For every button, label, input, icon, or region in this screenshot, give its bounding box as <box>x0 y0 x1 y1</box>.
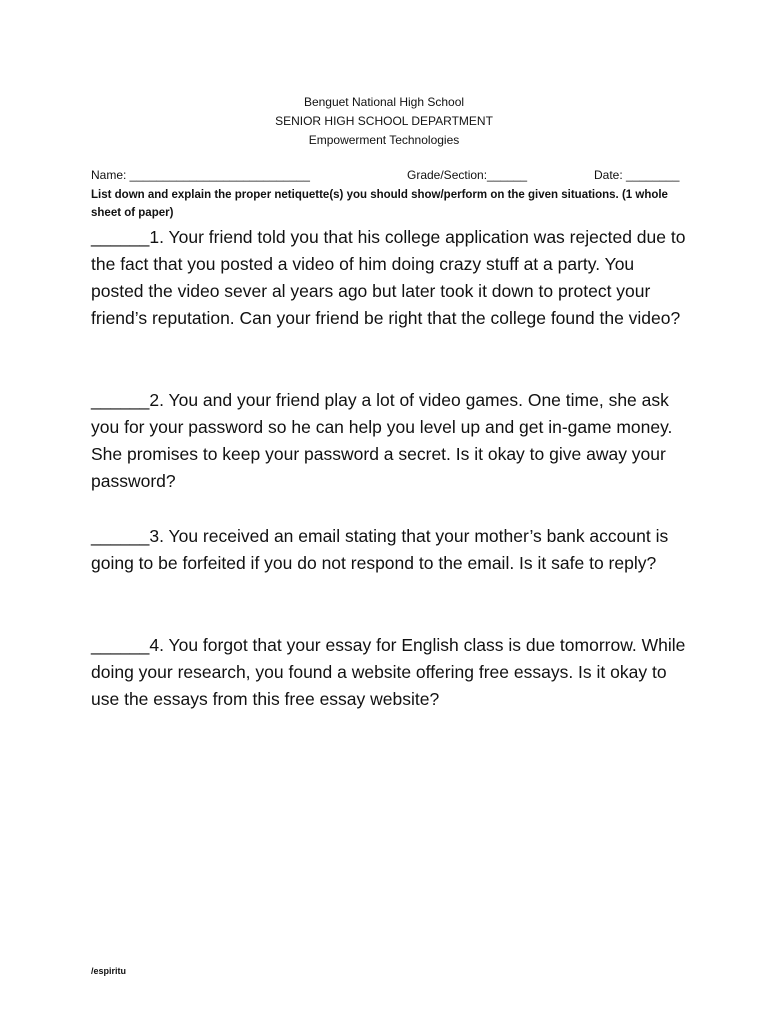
subject-name: Empowerment Technologies <box>308 133 460 147</box>
question-4: ______4. You forgot that your essay for English class is due tomorrow. While doing your research, you found a website offering free essays. Is it okay to use the essays from this free essay website? <box>91 635 686 709</box>
school-name: Benguet National High School <box>303 95 465 109</box>
author-footer: /espiritu <box>91 966 127 976</box>
question-3: ______3. You received an email stating that your mother’s bank account is going to be forfeited if you do not respond to the email. Is it safe to reply? <box>91 526 669 573</box>
instructions: List down and explain the proper netiquette(s) you should show/perform on the given situations. (1 whole sheet of paper) <box>91 189 668 219</box>
date-field: Date: ________ <box>594 168 680 182</box>
student-info-row <box>91 166 679 184</box>
question-2: ______2. You and your friend play a lot of video games. One time, she ask you for your password so he can help you level up and get in-game money. She promises to keep your password a secret. Is it okay to give away your password? <box>91 390 673 491</box>
document-header <box>0 93 768 150</box>
name-field: Name: ___________________________ <box>91 168 310 182</box>
question-1: ______1. Your friend told you that his college application was rejected due to the fact that you posted a video of him doing crazy stuff at a party. You posted the video sever al years ago but later took it down to protect your friend’s reputation. Can your friend be right that the college found the video? <box>91 227 686 328</box>
department-name: SENIOR HIGH SCHOOL DEPARTMENT <box>275 114 493 128</box>
grade-section-field: Grade/Section:______ <box>407 168 528 182</box>
